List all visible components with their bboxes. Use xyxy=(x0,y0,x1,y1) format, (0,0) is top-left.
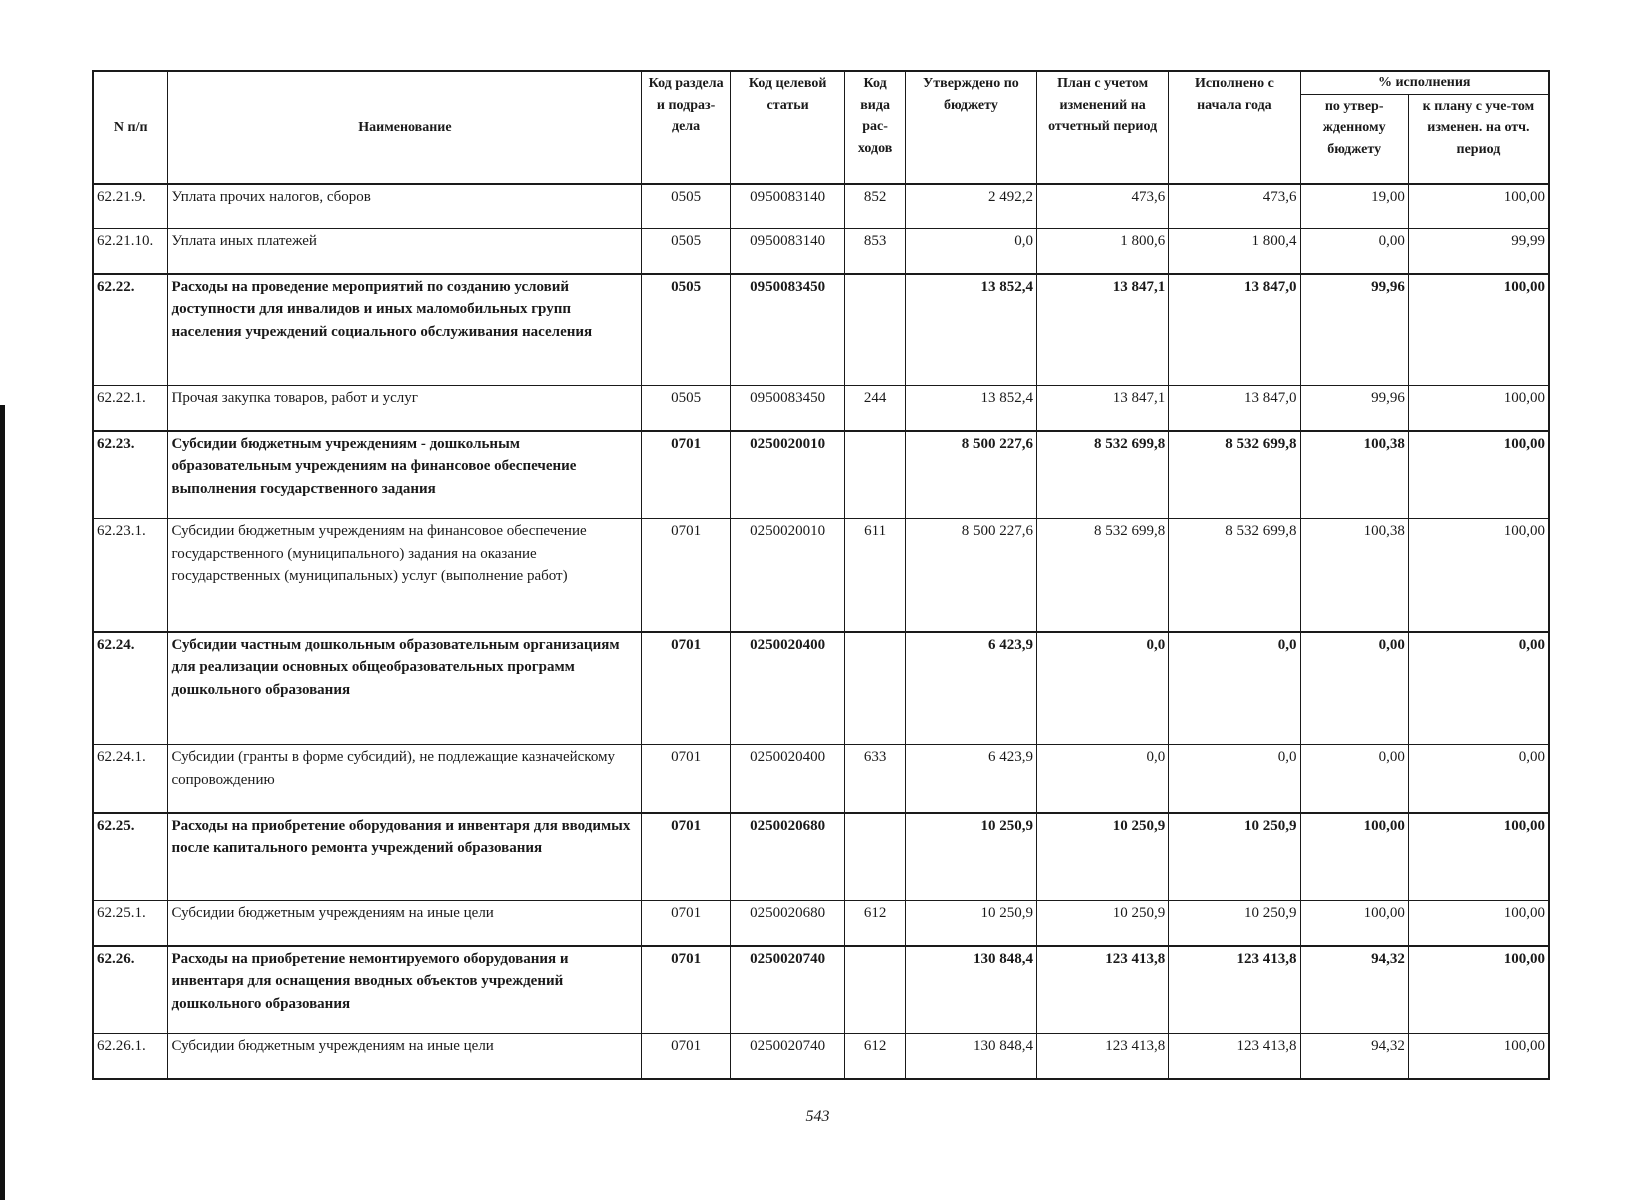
row-expense-type-code: 244 xyxy=(845,386,905,431)
row-percent-plan: 100,00 xyxy=(1408,519,1549,632)
row-expense-type-code xyxy=(845,274,905,386)
row-percent-plan: 100,00 xyxy=(1408,386,1549,431)
row-percent-plan: 100,00 xyxy=(1408,274,1549,386)
header-target-code: Код целевой статьи xyxy=(730,71,845,184)
row-num: 62.24.1. xyxy=(93,745,168,813)
row-executed: 8 532 699,8 xyxy=(1169,519,1300,632)
row-name: Субсидии бюджетным учреждениям - дошкольным образовательным учреждениям на финансовое обеспечение выполнения государственного задания xyxy=(168,431,642,519)
row-num: 62.23.1. xyxy=(93,519,168,632)
table-row-section xyxy=(93,813,1549,901)
row-expense-type-code xyxy=(845,632,905,745)
row-section-code: 0701 xyxy=(642,632,731,745)
row-num: 62.21.9. xyxy=(93,184,168,229)
row-section-code: 0505 xyxy=(642,184,731,229)
report-table-container xyxy=(92,70,1550,1080)
row-executed: 13 847,0 xyxy=(1169,274,1300,386)
table-row xyxy=(93,1034,1549,1079)
row-percent-budget: 99,96 xyxy=(1300,386,1408,431)
row-target-code: 0950083140 xyxy=(730,184,845,229)
row-plan: 1 800,6 xyxy=(1037,229,1169,274)
row-plan: 123 413,8 xyxy=(1037,946,1169,1034)
row-target-code: 0950083140 xyxy=(730,229,845,274)
table-row xyxy=(93,745,1549,813)
row-percent-plan: 100,00 xyxy=(1408,901,1549,946)
row-percent-budget: 94,32 xyxy=(1300,1034,1408,1079)
table-body xyxy=(93,184,1549,1079)
row-num: 62.22.1. xyxy=(93,386,168,431)
row-plan: 13 847,1 xyxy=(1037,386,1169,431)
row-percent-budget: 0,00 xyxy=(1300,632,1408,745)
table-row-section xyxy=(93,274,1549,386)
row-plan: 473,6 xyxy=(1037,184,1169,229)
row-percent-plan: 0,00 xyxy=(1408,632,1549,745)
row-executed: 10 250,9 xyxy=(1169,813,1300,901)
row-approved: 6 423,9 xyxy=(905,632,1036,745)
row-section-code: 0701 xyxy=(642,519,731,632)
row-plan: 0,0 xyxy=(1037,745,1169,813)
row-target-code: 0250020010 xyxy=(730,519,845,632)
row-name: Расходы на приобретение оборудования и инвентаря для вводимых после капитального ремонта учреждений образования xyxy=(168,813,642,901)
row-name: Субсидии бюджетным учреждениям на иные цели xyxy=(168,1034,642,1079)
row-executed: 0,0 xyxy=(1169,632,1300,745)
table-row xyxy=(93,386,1549,431)
row-approved: 0,0 xyxy=(905,229,1036,274)
row-percent-budget: 100,00 xyxy=(1300,901,1408,946)
row-executed: 0,0 xyxy=(1169,745,1300,813)
row-percent-plan: 100,00 xyxy=(1408,813,1549,901)
row-executed: 473,6 xyxy=(1169,184,1300,229)
row-expense-type-code: 612 xyxy=(845,901,905,946)
row-approved: 6 423,9 xyxy=(905,745,1036,813)
row-target-code: 0250020400 xyxy=(730,745,845,813)
row-approved: 130 848,4 xyxy=(905,1034,1036,1079)
row-section-code: 0505 xyxy=(642,386,731,431)
row-section-code: 0701 xyxy=(642,813,731,901)
row-executed: 10 250,9 xyxy=(1169,901,1300,946)
row-approved: 10 250,9 xyxy=(905,901,1036,946)
row-section-code: 0701 xyxy=(642,946,731,1034)
row-target-code: 0950083450 xyxy=(730,274,845,386)
row-expense-type-code: 612 xyxy=(845,1034,905,1079)
row-percent-budget: 19,00 xyxy=(1300,184,1408,229)
table-row-section xyxy=(93,632,1549,745)
row-name: Уплата прочих налогов, сборов xyxy=(168,184,642,229)
row-approved: 8 500 227,6 xyxy=(905,431,1036,519)
row-target-code: 0250020740 xyxy=(730,1034,845,1079)
row-percent-budget: 0,00 xyxy=(1300,229,1408,274)
row-name: Субсидии (гранты в форме субсидий), не подлежащие казначейскому сопровождению xyxy=(168,745,642,813)
row-section-code: 0505 xyxy=(642,229,731,274)
row-approved: 130 848,4 xyxy=(905,946,1036,1034)
table-row xyxy=(93,519,1549,632)
row-num: 62.21.10. xyxy=(93,229,168,274)
row-name: Субсидии частным дошкольным образовательным организациям для реализации основных общеобразовательных программ дошкольного образования xyxy=(168,632,642,745)
row-expense-type-code: 611 xyxy=(845,519,905,632)
table-row xyxy=(93,184,1549,229)
row-expense-type-code: 853 xyxy=(845,229,905,274)
row-expense-type-code xyxy=(845,813,905,901)
row-name: Расходы на приобретение немонтируемого оборудования и инвентаря для оснащения вводных объектов учреждений дошкольного образования xyxy=(168,946,642,1034)
row-name: Расходы на проведение мероприятий по созданию условий доступности для инвалидов и иных маломобильных групп населения учреждений социального обслуживания населения xyxy=(168,274,642,386)
row-approved: 2 492,2 xyxy=(905,184,1036,229)
row-target-code: 0250020740 xyxy=(730,946,845,1034)
row-target-code: 0250020400 xyxy=(730,632,845,745)
header-percent-budget: по утвер-жденному бюджету xyxy=(1300,94,1408,184)
header-name: Наименование xyxy=(168,71,642,184)
header-section-code: Код раздела и подраз-дела xyxy=(642,71,731,184)
row-num: 62.26. xyxy=(93,946,168,1034)
row-expense-type-code: 852 xyxy=(845,184,905,229)
row-percent-budget: 100,38 xyxy=(1300,431,1408,519)
row-plan: 10 250,9 xyxy=(1037,901,1169,946)
row-target-code: 0250020010 xyxy=(730,431,845,519)
row-num: 62.25. xyxy=(93,813,168,901)
table-row-section xyxy=(93,946,1549,1034)
table-row-section xyxy=(93,431,1549,519)
row-percent-budget: 0,00 xyxy=(1300,745,1408,813)
row-executed: 8 532 699,8 xyxy=(1169,431,1300,519)
row-section-code: 0701 xyxy=(642,745,731,813)
row-name: Субсидии бюджетным учреждениям на финансовое обеспечение государственного (муниципального) задания на оказание государственных (муниципальных) услуг (выполнение работ) xyxy=(168,519,642,632)
row-percent-budget: 100,00 xyxy=(1300,813,1408,901)
row-expense-type-code xyxy=(845,946,905,1034)
row-approved: 13 852,4 xyxy=(905,274,1036,386)
table-row xyxy=(93,901,1549,946)
page-number: 543 xyxy=(805,1108,830,1125)
row-plan: 13 847,1 xyxy=(1037,274,1169,386)
row-percent-budget: 99,96 xyxy=(1300,274,1408,386)
header-approved: Утверждено по бюджету xyxy=(905,71,1036,184)
row-approved: 10 250,9 xyxy=(905,813,1036,901)
row-expense-type-code xyxy=(845,431,905,519)
header-percent-group: % исполнения xyxy=(1300,71,1549,94)
header-percent-plan: к плану с уче-том изменен. на отч. период xyxy=(1408,94,1549,184)
row-percent-budget: 94,32 xyxy=(1300,946,1408,1034)
row-percent-plan: 100,00 xyxy=(1408,431,1549,519)
row-percent-plan: 99,99 xyxy=(1408,229,1549,274)
row-num: 62.23. xyxy=(93,431,168,519)
table-header xyxy=(93,71,1549,184)
header-expense-type-code: Код вида рас-ходов xyxy=(845,71,905,184)
row-section-code: 0701 xyxy=(642,431,731,519)
row-num: 62.24. xyxy=(93,632,168,745)
row-section-code: 0701 xyxy=(642,901,731,946)
row-expense-type-code: 633 xyxy=(845,745,905,813)
scan-edge-bar xyxy=(0,405,5,1200)
row-section-code: 0505 xyxy=(642,274,731,386)
table-row xyxy=(93,229,1549,274)
header-num: N п/п xyxy=(93,71,168,184)
row-percent-plan: 0,00 xyxy=(1408,745,1549,813)
header-executed: Исполнено с начала года xyxy=(1169,71,1300,184)
row-target-code: 0250020680 xyxy=(730,813,845,901)
row-num: 62.25.1. xyxy=(93,901,168,946)
row-percent-plan: 100,00 xyxy=(1408,946,1549,1034)
row-name: Субсидии бюджетным учреждениям на иные цели xyxy=(168,901,642,946)
row-name: Уплата иных платежей xyxy=(168,229,642,274)
row-percent-budget: 100,38 xyxy=(1300,519,1408,632)
row-target-code: 0950083450 xyxy=(730,386,845,431)
row-plan: 123 413,8 xyxy=(1037,1034,1169,1079)
row-executed: 123 413,8 xyxy=(1169,946,1300,1034)
row-num: 62.22. xyxy=(93,274,168,386)
row-executed: 1 800,4 xyxy=(1169,229,1300,274)
row-target-code: 0250020680 xyxy=(730,901,845,946)
row-plan: 10 250,9 xyxy=(1037,813,1169,901)
row-approved: 8 500 227,6 xyxy=(905,519,1036,632)
row-section-code: 0701 xyxy=(642,1034,731,1079)
row-num: 62.26.1. xyxy=(93,1034,168,1079)
row-executed: 123 413,8 xyxy=(1169,1034,1300,1079)
row-plan: 0,0 xyxy=(1037,632,1169,745)
row-percent-plan: 100,00 xyxy=(1408,184,1549,229)
header-plan: План с учетом изменений на отчетный период xyxy=(1037,71,1169,184)
row-approved: 13 852,4 xyxy=(905,386,1036,431)
row-plan: 8 532 699,8 xyxy=(1037,519,1169,632)
row-percent-plan: 100,00 xyxy=(1408,1034,1549,1079)
row-plan: 8 532 699,8 xyxy=(1037,431,1169,519)
row-name: Прочая закупка товаров, работ и услуг xyxy=(168,386,642,431)
budget-execution-table xyxy=(92,70,1550,1080)
row-executed: 13 847,0 xyxy=(1169,386,1300,431)
